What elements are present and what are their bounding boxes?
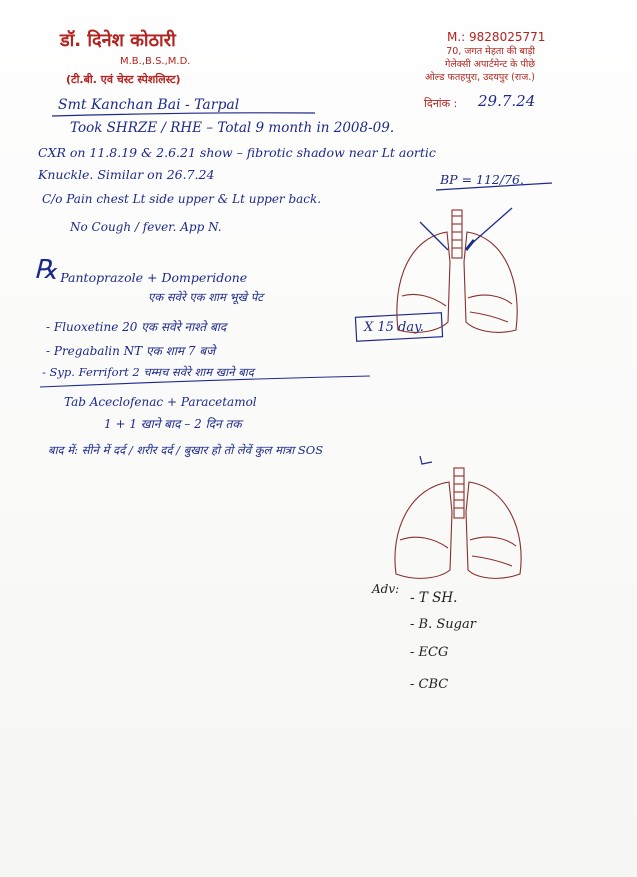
med-3: - Pregabalin NT एक शाम 7 बजे (46, 344, 216, 358)
bp-reading: BP = 112/76. (440, 172, 524, 187)
lung-diagram-lower (395, 468, 521, 578)
small-tick (420, 456, 432, 464)
trachea-upper (452, 210, 462, 258)
history-line-1: Took SHRZE / RHE – Total 9 month in 2008-09. (70, 120, 395, 136)
doctor-phone: M.: 9828025771 (447, 30, 546, 44)
med-2: - Fluoxetine 20 एक सवेरे नाश्ते बाद (46, 320, 227, 334)
doctor-degrees: M.B.,B.S.,M.D. (120, 56, 191, 67)
test-cbc: - CBC (410, 677, 449, 692)
med-5: Tab Aceclofenac + Paracetamol (64, 395, 257, 409)
test-sugar: - B. Sugar (410, 617, 476, 632)
negative-findings: No Cough / fever. App N. (70, 220, 222, 234)
med-1: - Pantoprazole + Domperidone (52, 270, 248, 285)
med-1-note: एक सवेरे एक शाम भूखे पेट (148, 290, 264, 304)
date-label: दिनांक : (424, 97, 458, 110)
history-line-3: Knuckle. Similar on 26.7.24 (38, 167, 215, 182)
doctor-name: डॉ. दिनेश कोठारी (60, 30, 176, 51)
address-line-2: गेलेक्सी अपार्टमेन्ट के पीछे (444, 59, 535, 70)
rx-symbol: ℞ (34, 255, 58, 285)
lesion-pointer (470, 208, 512, 245)
sos-instruction: बाद में: सीने में दर्द / शरीर दर्द / बुखार हो तो लेवें कुल मात्रा SOS (48, 443, 324, 457)
complaint: C/o Pain chest Lt side upper & Lt upper back. (42, 192, 322, 206)
patient-underline (52, 113, 315, 116)
med-5-note: 1 + 1 खाने बाद – 2 दिन तक (104, 417, 242, 431)
right-lung-lower (466, 482, 521, 578)
test-ecg: - ECG (410, 645, 449, 660)
date-value: 29.7.24 (478, 92, 536, 110)
patient-name: Smt Kanchan Bai - Tarpal (58, 97, 240, 113)
duration-box: X 15 day. (364, 320, 424, 335)
tests-label: Adv: (372, 582, 400, 596)
lesion-shading (466, 240, 474, 250)
address-line-3: ओल्ड फतहपुरा, उदयपुर (राज.) (424, 72, 535, 83)
syp-underline (40, 376, 370, 387)
duration-box-outline (355, 313, 442, 341)
doctor-specialty: (टी.बी. एवं चेस्ट स्पेशलिस्ट) (66, 73, 181, 86)
test-tsh: - T SH. (410, 590, 458, 606)
left-lung-lower (395, 482, 452, 578)
med-4: - Syp. Ferrifort 2 चम्मच सवेरे शाम खाने बाद (42, 365, 254, 379)
address-line-1: 70, जगत मेहता की बाड़ी (446, 46, 535, 57)
history-line-2: CXR on 11.8.19 & 2.6.21 show – fibrotic shadow near Lt aortic (38, 145, 436, 160)
lesion-marker (420, 222, 448, 250)
right-lung-upper (464, 232, 517, 332)
bp-underline (436, 183, 552, 190)
